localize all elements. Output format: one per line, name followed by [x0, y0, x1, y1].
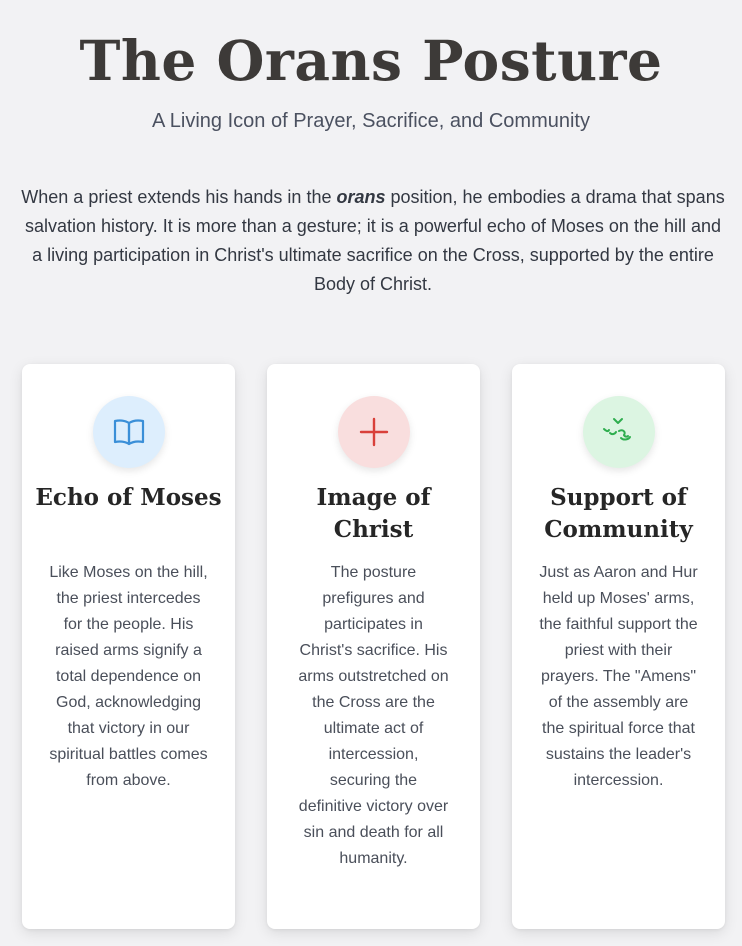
intro-text-start: When a priest extends his hands in the	[21, 187, 337, 207]
card-title: Echo of Moses	[35, 484, 222, 511]
intro-paragraph	[20, 183, 726, 299]
cross-icon	[338, 396, 410, 468]
card-title: Image of Christ	[316, 484, 431, 543]
intro-text-end: position, he embodies a drama that spans salvation history. It is more than a gesture; it is a powerful echo of Moses on the hill and a living participation in Christ's ultimate sacrifice on the Cross, supported by the entire Body of Christ.	[24, 187, 725, 294]
intro-emphasis: orans	[336, 187, 386, 207]
card-support-of-community	[512, 364, 725, 929]
helping-hands-icon	[583, 396, 655, 468]
card-image-of-christ	[267, 364, 480, 929]
card-text: Like Moses on the hill, the priest intercedes for the people. His raised arms signify a total dependence on God, acknowledging that victory in our spiritual battles comes from above.	[49, 564, 208, 789]
card-text: Just as Aaron and Hur held up Moses' arms, the faithful support the priest with their prayers. The "Amens" of the assembly are the spiritual force that sustains the leader's intercession.	[539, 564, 698, 789]
open-book-icon	[93, 396, 165, 468]
card-echo-of-moses	[22, 364, 235, 929]
card-text: The posture prefigures and participates in Christ's sacrifice. His arms outstretched on the Cross are the ultimate act of intercession, securing the definitive victory over sin and death for all humanity.	[298, 564, 449, 867]
card-title: Support of Community	[544, 484, 693, 543]
page-title: The Orans Posture	[79, 28, 663, 93]
page-subtitle: A Living Icon of Prayer, Sacrifice, and Community	[152, 110, 590, 132]
